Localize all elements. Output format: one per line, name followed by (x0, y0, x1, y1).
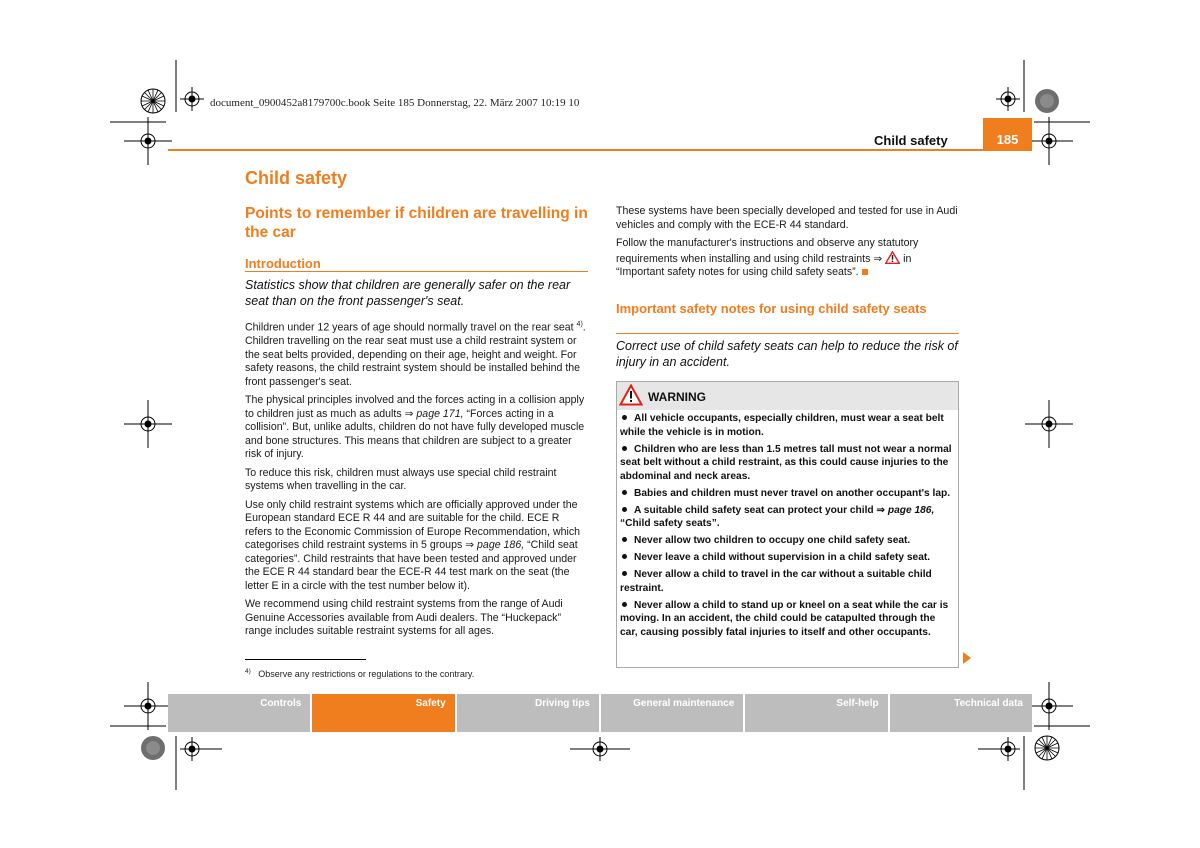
intro-paragraph-5: We recommend using child restraint systems from the range of Audi Genuine Accessories available from Audi dealers. The “Huckepack” range includes suitable restraint systems for all ages. (245, 598, 563, 638)
intro-body (245, 318, 588, 644)
intro-paragraph-4: Use only child restraint systems which are officially approved under the European standard ECE R 44 and are suitable for the child. ECE R refers to the Economic Commission of Europe Recommendation, which categorises child restraint systems in 5 groups ⇒ page 186, “Child seat categories”. Child restraints that have been tested and approved under the ECE R 44 standard bear the ECE-R 44 test mark on the seat (the letter E in a circle with the test number below it). (245, 498, 581, 592)
intro-heading-rule (245, 271, 588, 272)
safety-notes-heading-rule (616, 333, 959, 334)
warning-item: Never leave a child without supervision in a child safety seat. (620, 551, 955, 565)
continue-arrow-icon[interactable] (963, 652, 971, 664)
safety-notes-lead: Correct use of child safety seats can help to reduce the risk of injury in an accident. (616, 339, 958, 369)
bullet-icon (622, 554, 627, 559)
warning-item: Never allow a child to stand up or kneel on a seat while the car is moving. In an accident, the child could be catapulted through the car, causing possibly fatal injuries to itself and other occupants. (620, 599, 949, 638)
bullet-icon (622, 415, 627, 420)
nav-tab-technical-data[interactable]: Technical data (890, 694, 1032, 732)
header-rule (168, 149, 983, 151)
intro-paragraph-1: Children under 12 years of age should normally travel on the rear seat $^{4)}$. Children travelling on the rear seat must use a child restraint system or the seat belts provided, depending on their age, height and weight. For safety reasons, the child restraint system should be installed behind the front passenger's seat. (245, 321, 586, 388)
bullet-icon (622, 537, 627, 542)
page-number (983, 118, 1032, 151)
intro-lead: Statistics show that children are generally safer on the rear seat than on the front passenger's seat. (245, 278, 571, 308)
chapter-nav (168, 694, 1032, 732)
section-title: Points to remember if children are travelling in the car (245, 205, 588, 241)
intro-paragraph-3: To reduce this risk, children must always use special child restraint systems when travelling in the car. (245, 466, 557, 493)
section-end-marker (862, 269, 868, 275)
bullet-icon (622, 490, 627, 495)
right-paragraph-2: Follow the manufacturer's instructions and observe any statutory requirements when installing and using child restraints ⇒ in “Important safety notes for using child safety seats”. (616, 237, 919, 278)
warning-item: Never allow two children to occupy one child safety seat. (620, 534, 955, 548)
warning-title: WARNING (648, 390, 706, 404)
bullet-icon (622, 571, 627, 576)
nav-tab-general-maintenance[interactable]: General maintenance (601, 694, 743, 732)
intro-paragraph-2: The physical principles involved and the forces acting in a collision apply to children just as much as adults ⇒ page 171, “Forces acting in a collision”. But, unlike adults, children do not have fully developed muscle and bone structures. This means that children are subject to a greater risk of injury. (245, 394, 585, 461)
warning-icon (619, 384, 643, 406)
footnote-rule (245, 659, 366, 660)
nav-tab-controls[interactable]: Controls (168, 694, 310, 732)
right-paragraph-1: These systems have been specially developed and tested for use in Audi vehicles and comply with the ECE-R 44 standard. (616, 205, 958, 231)
warning-item: A suitable child safety seat can protect your child ⇒ page 186, “Child safety seats”. (620, 504, 935, 529)
bullet-icon (622, 507, 627, 512)
footnote (245, 668, 474, 679)
page-number-text: 185 (996, 132, 1019, 147)
footnote-ref[interactable]: 4) (576, 321, 583, 328)
bullet-icon (622, 446, 627, 451)
bullet-icon (622, 602, 627, 607)
cross-reference-link[interactable]: page 186, (477, 539, 525, 552)
chapter-title: Child safety (245, 168, 348, 188)
file-header: document_0900452a8179700c.book Seite 185 Donnerstag, 22. März 2007 10:19 10 (210, 97, 580, 109)
warning-item: Babies and children must never travel on another occupant's lap. (620, 487, 955, 501)
running-header-title: Child safety (874, 133, 948, 148)
warning-item: Never allow a child to travel in the car without a suitable child restraint. (620, 569, 932, 594)
cross-reference-link[interactable]: page 171, (416, 407, 464, 420)
safety-notes-heading: Important safety notes for using child safety seats (616, 301, 927, 316)
nav-tab-driving-tips[interactable]: Driving tips (457, 694, 599, 732)
warning-list (620, 412, 955, 643)
footnote-text: Observe any restrictions or regulations to the contrary. (258, 669, 475, 679)
right-body (616, 205, 961, 285)
warning-item: All vehicle occupants, especially children, must wear a seat belt while the vehicle is in motion. (620, 413, 944, 438)
intro-heading: Introduction (245, 256, 321, 271)
warning-item: Children who are less than 1.5 metres tall must not wear a normal seat belt without a child restraint, as this could cause injuries to the abdominal and neck areas. (620, 443, 952, 482)
cross-reference-link[interactable]: page 186, (887, 504, 935, 516)
nav-tab-safety[interactable]: Safety (312, 694, 454, 732)
nav-tab-self-help[interactable]: Self-help (745, 694, 887, 732)
footnote-mark: 4) (245, 668, 251, 675)
warning-triangle-icon[interactable] (885, 251, 900, 264)
